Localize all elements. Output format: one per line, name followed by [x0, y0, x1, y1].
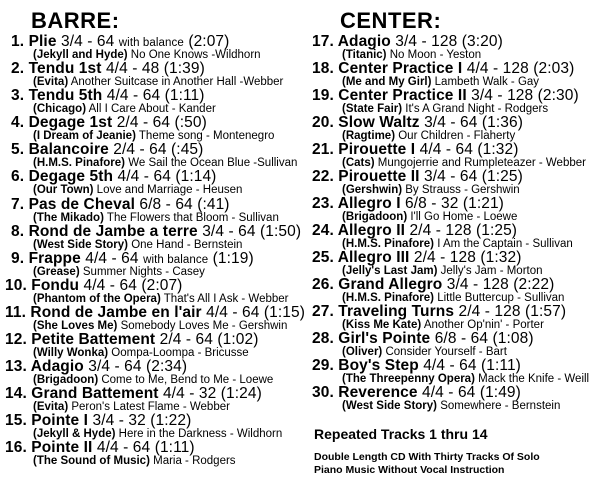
track-name: Pas de Cheval [28, 195, 135, 213]
track-item [312, 250, 600, 277]
track-item [5, 413, 300, 440]
track-title-line [312, 88, 579, 104]
track-tempo: 6/8 - 64 [139, 195, 193, 213]
track-show: (Our Town) [33, 184, 94, 197]
track-song: It's A Grand Night - Rodgers [405, 103, 549, 115]
track-tempo: 3/4 - 64 [424, 114, 478, 131]
track-name: Grand Allegro [338, 276, 443, 293]
track-name: Frappe [28, 249, 81, 267]
track-name: Allegro III [337, 249, 410, 266]
track-name: Degage 1st [28, 114, 113, 132]
track-number: 7. [11, 195, 25, 213]
track-show: (The Mikado) [33, 211, 104, 224]
track-number: 16. [5, 439, 27, 457]
track-name: Allegro II [337, 222, 406, 239]
track-title-line [312, 331, 534, 347]
track-song: Consider Yourself - Bart [385, 346, 507, 358]
track-tempo: 2/4 - 64 [159, 331, 213, 349]
track-item [312, 169, 600, 196]
center-heading: CENTER: [340, 8, 442, 33]
track-title-line [312, 277, 554, 293]
track-duration: (1:19) [212, 249, 254, 267]
track-name: Center Practice I [338, 60, 463, 77]
track-show: (The Threepenny Opera) [342, 373, 475, 385]
track-tempo: 2/4 - 64 [113, 141, 167, 159]
track-tempo: 4/4 - 64 [117, 168, 171, 186]
track-duration: (1:25) [475, 222, 518, 239]
track-number: 20. [312, 114, 334, 131]
track-name: Plie [28, 33, 57, 50]
track-tempo: 2/4 - 64 [116, 114, 171, 132]
track-duration: (3:20) [461, 33, 503, 50]
track-tempo: 4/4 - 64 [96, 439, 151, 457]
track-show: (H.M.S. Pinafore) [342, 292, 435, 304]
track-number: 3. [11, 87, 25, 105]
track-title-line [312, 34, 503, 50]
track-title-line [11, 142, 203, 158]
track-show: (I Dream of Jeanie) [33, 130, 136, 143]
track-number: 25. [312, 249, 334, 266]
track-title-line [5, 332, 259, 348]
track-title-line [312, 61, 574, 77]
track-item [5, 34, 300, 61]
track-name: Traveling Turns [338, 303, 455, 320]
track-name: Pirouette II [338, 168, 420, 185]
track-name: Fondu [31, 276, 80, 294]
track-duration: (1:14) [175, 168, 217, 186]
track-tempo: 2/4 - 128 [458, 303, 521, 320]
track-duration: (2:22) [513, 276, 555, 293]
track-tempo: 4/4 - 64 [85, 249, 139, 267]
track-duration: (1:57) [525, 303, 567, 320]
track-tempo: 4/4 - 64 [83, 276, 137, 294]
track-song: Somebody Loves Me - Gershwin [120, 319, 288, 332]
track-number: 28. [312, 330, 334, 347]
track-show: (The Sound of Music) [33, 455, 150, 468]
track-number: 10. [5, 276, 27, 294]
track-number: 26. [312, 276, 334, 293]
track-duration: (:50) [174, 114, 207, 132]
track-title-line [312, 169, 523, 185]
track-source-line [342, 400, 560, 412]
track-show: (Jekyll and Hyde) [33, 49, 128, 61]
track-duration: (2:07) [188, 33, 230, 50]
track-name: Boy's Step [338, 357, 419, 374]
barre-track-list [5, 33, 305, 468]
track-name: Girl's Pointe [338, 330, 431, 347]
track-duration: (1:21) [462, 195, 504, 212]
track-item [312, 34, 600, 61]
track-song: I'll Go Home - Loewe [410, 211, 518, 223]
track-item [5, 88, 300, 115]
track-name: Slow Waltz [338, 114, 420, 131]
track-duration: (1:08) [492, 330, 534, 347]
track-tempo: 4/4 - 32 [162, 385, 217, 403]
track-duration: (1:32) [480, 249, 522, 266]
track-show: (Brigadoon) [33, 374, 99, 387]
track-name: Degage 5th [28, 168, 114, 186]
track-item [312, 331, 600, 358]
track-item [312, 61, 600, 88]
track-song: Come to Me, Bend to Me - Loewe [101, 374, 274, 387]
track-show: (Brigadoon) [342, 211, 408, 223]
track-song: By Strauss - Gershwin [405, 184, 520, 196]
track-number: 9. [11, 249, 25, 267]
track-name: Tendu 1st [28, 60, 102, 78]
track-name: Pointe II [31, 439, 93, 457]
track-song: That's All I Ask - Webber [163, 292, 289, 305]
track-number: 19. [312, 87, 334, 104]
track-duration: (1:24) [220, 385, 262, 403]
track-duration: (1:22) [150, 412, 192, 430]
track-number: 17. [312, 33, 334, 50]
track-song: Love and Marriage - Heusen [96, 184, 243, 197]
track-name: Petite Battement [31, 331, 156, 349]
track-song: Theme song - Montenegro [138, 130, 275, 143]
track-song: Maria - Rodgers [153, 455, 236, 468]
repeated-tracks-note: Repeated Tracks 1 thru 14 [314, 426, 488, 442]
track-tempo: 4/4 - 64 [106, 87, 161, 105]
track-show: (Evita) [33, 76, 69, 89]
track-duration: (2:03) [533, 60, 575, 77]
track-item [312, 142, 600, 169]
track-song: Another Suitcase in Another Hall -Webber [70, 76, 284, 89]
track-number: 21. [312, 141, 334, 158]
track-item [312, 115, 600, 142]
track-tempo: 6/8 - 64 [434, 330, 489, 347]
track-tempo: 3/4 - 128 [395, 33, 458, 50]
track-name: Allegro I [337, 195, 401, 212]
track-tempo: 6/8 - 32 [405, 195, 459, 212]
track-item [312, 196, 600, 223]
track-show: (H.M.S. Pinafore) [33, 157, 126, 170]
track-number: 1. [11, 33, 25, 50]
track-name: Adagio [30, 358, 84, 376]
track-song: Little Buttercup - Sullivan [437, 292, 565, 304]
track-song: Another Op'nin' - Porter [423, 319, 544, 331]
track-duration: (1:32) [477, 141, 519, 158]
track-title-line [312, 142, 518, 158]
track-duration: (:41) [197, 195, 230, 213]
track-song: Lambeth Walk - Gay [434, 76, 540, 88]
track-show: (Titanic) [342, 49, 387, 61]
track-tempo: 4/4 - 64 [423, 357, 477, 374]
track-show: (Willy Wonka) [33, 347, 109, 360]
track-tempo: 3/4 - 64 [88, 358, 142, 376]
track-item [5, 61, 300, 88]
track-item [5, 251, 300, 278]
track-name: Rond de Jambe en l'air [30, 303, 202, 321]
track-number: 15. [5, 412, 27, 430]
cd-description-line: Double Length CD With Thirty Tracks Of Solo [314, 451, 540, 463]
track-note: with balance [143, 253, 209, 266]
track-title-line [5, 386, 262, 402]
track-item [5, 169, 300, 196]
track-item [5, 386, 300, 413]
track-show: (Ragtime) [342, 130, 396, 142]
track-tempo: 4/4 - 64 [422, 384, 476, 401]
track-number: 8. [11, 222, 25, 240]
track-show: (She Loves Me) [33, 319, 118, 332]
track-show: (Cats) [342, 157, 375, 169]
track-name: Pirouette I [338, 141, 416, 158]
track-number: 27. [312, 303, 334, 320]
track-title-line [312, 304, 566, 320]
track-title-line [312, 385, 521, 401]
track-name: Pointe I [31, 412, 89, 430]
track-song: Summer Nights - Casey [82, 265, 205, 278]
track-number: 12. [5, 331, 27, 349]
track-duration: (1:49) [479, 384, 521, 401]
track-name: Adagio [337, 33, 391, 50]
track-name: Reverence [338, 384, 418, 401]
track-title-line [11, 224, 301, 240]
track-song: The Flowers that Bloom - Sullivan [106, 211, 279, 224]
track-title-line [11, 169, 216, 185]
track-tempo: 4/4 - 64 [206, 303, 260, 321]
track-number: 18. [312, 60, 334, 77]
track-song: Oompa-Loompa - Bricusse [111, 347, 249, 360]
track-title-line [5, 305, 305, 321]
track-item [5, 197, 300, 224]
track-show: (Evita) [33, 401, 69, 414]
track-item [5, 359, 300, 386]
track-title-line [5, 278, 182, 294]
track-name: Tendu 5th [28, 87, 103, 105]
track-number: 30. [312, 384, 334, 401]
track-tempo: 3/4 - 64 [202, 222, 256, 240]
track-item [5, 224, 300, 251]
track-duration: (1:39) [163, 60, 205, 78]
track-item [5, 115, 300, 142]
track-number: 24. [312, 222, 334, 239]
track-song: We Sail the Ocean Blue -Sullivan [128, 157, 298, 170]
track-number: 6. [11, 168, 25, 186]
track-title-line [11, 115, 207, 131]
track-tempo: 3/4 - 128 [446, 276, 509, 293]
track-duration: (2:34) [146, 358, 188, 376]
track-number: 11. [5, 303, 26, 321]
track-song: All I Care About - Kander [88, 103, 216, 116]
track-tempo: 2/4 - 128 [409, 222, 472, 239]
barre-heading: BARRE: [31, 8, 120, 33]
track-show: (Jekyll & Hyde) [33, 428, 116, 441]
cd-description-line: Piano Music Without Vocal Instruction [314, 464, 505, 476]
track-show: (Gershwin) [342, 184, 403, 196]
track-tempo: 4/4 - 48 [105, 60, 160, 78]
track-duration: (2:30) [537, 87, 579, 104]
track-number: 14. [5, 385, 27, 403]
track-show: (Jelly's Last Jam) [342, 265, 438, 277]
track-title-line [312, 358, 521, 374]
track-item [312, 385, 600, 412]
track-note: with balance [118, 37, 184, 49]
track-show: (Kiss Me Kate) [342, 319, 422, 331]
track-title-line [312, 115, 523, 131]
track-name: Balancoire [28, 141, 109, 159]
track-duration: (1:11) [164, 87, 205, 105]
track-number: 2. [11, 60, 25, 78]
track-show: (State Fair) [342, 103, 403, 115]
track-duration: (1:25) [481, 168, 523, 185]
track-number: 23. [312, 195, 334, 212]
track-item [312, 223, 600, 250]
track-song: Our Children - Flaherty [398, 130, 516, 142]
track-tempo: 3/4 - 64 [424, 168, 478, 185]
track-show: (Grease) [33, 265, 80, 278]
track-name: Rond de Jambe a terre [28, 222, 198, 240]
track-show: (Phantom of the Opera) [33, 292, 161, 305]
track-item [5, 332, 300, 359]
track-title-line [11, 88, 205, 104]
center-track-list [312, 34, 600, 412]
track-show: (Me and My Girl) [342, 76, 432, 88]
track-title-line [5, 359, 187, 375]
track-song: I Am the Captain - Sullivan [437, 238, 573, 250]
track-item [312, 358, 600, 385]
track-number: 22. [312, 168, 334, 185]
track-show: (Chicago) [33, 103, 87, 116]
track-title-line [5, 440, 195, 456]
track-tempo: 4/4 - 64 [419, 141, 473, 158]
track-title-line [5, 413, 191, 429]
track-song: Peron's Latest Flame - Webber [71, 401, 230, 414]
track-song: Mungojerrie and Rumpleteazer - Webber [377, 157, 586, 169]
track-song: Somewhere - Bernstein [440, 400, 561, 412]
track-song: Here in the Darkness - Wildhorn [118, 428, 283, 441]
track-number: 29. [312, 357, 334, 374]
track-duration: (:45) [171, 141, 204, 159]
track-item [312, 304, 600, 331]
track-source-line [33, 455, 236, 467]
track-item [5, 303, 305, 332]
track-number: 4. [11, 114, 25, 132]
track-item [312, 277, 600, 304]
track-tempo: 2/4 - 128 [413, 249, 476, 266]
track-item [5, 278, 300, 305]
track-duration: (2:07) [141, 276, 183, 294]
track-tempo: 4/4 - 128 [466, 60, 529, 77]
track-duration: (1:11) [154, 439, 195, 457]
track-show: (West Side Story) [342, 400, 437, 412]
track-duration: (1:02) [217, 331, 259, 349]
track-number: 5. [11, 141, 25, 159]
track-item [312, 88, 600, 115]
track-tempo: 3/4 - 128 [471, 87, 534, 104]
track-show: (H.M.S. Pinafore) [342, 238, 435, 250]
track-name: Center Practice II [338, 87, 467, 104]
track-title-line [312, 250, 521, 266]
track-show: (West Side Story) [33, 238, 128, 251]
track-song: Mack the Knife - Weill [478, 373, 590, 385]
track-item [5, 440, 300, 467]
track-tempo: 3/4 - 64 [60, 33, 115, 50]
track-number: 13. [5, 358, 27, 376]
track-duration: (1:11) [480, 357, 521, 374]
track-song: No Moon - Yeston [389, 49, 482, 61]
track-item [5, 142, 300, 169]
track-duration: (1:50) [260, 222, 302, 240]
track-title-line [312, 223, 517, 239]
track-duration: (1:15) [263, 303, 305, 321]
track-song: One Hand - Bernstein [131, 238, 243, 251]
track-duration: (1:36) [481, 114, 523, 131]
track-title-line [11, 61, 205, 77]
track-show: (Oliver) [342, 346, 383, 358]
track-song: Jelly's Jam - Morton [440, 265, 543, 277]
track-title-line [11, 197, 230, 213]
cd-description [314, 451, 540, 477]
track-title-line [312, 196, 504, 212]
track-tempo: 3/4 - 32 [92, 412, 146, 430]
track-song: No One Knows -Wildhorn [130, 49, 261, 61]
track-name: Grand Battement [31, 385, 159, 403]
